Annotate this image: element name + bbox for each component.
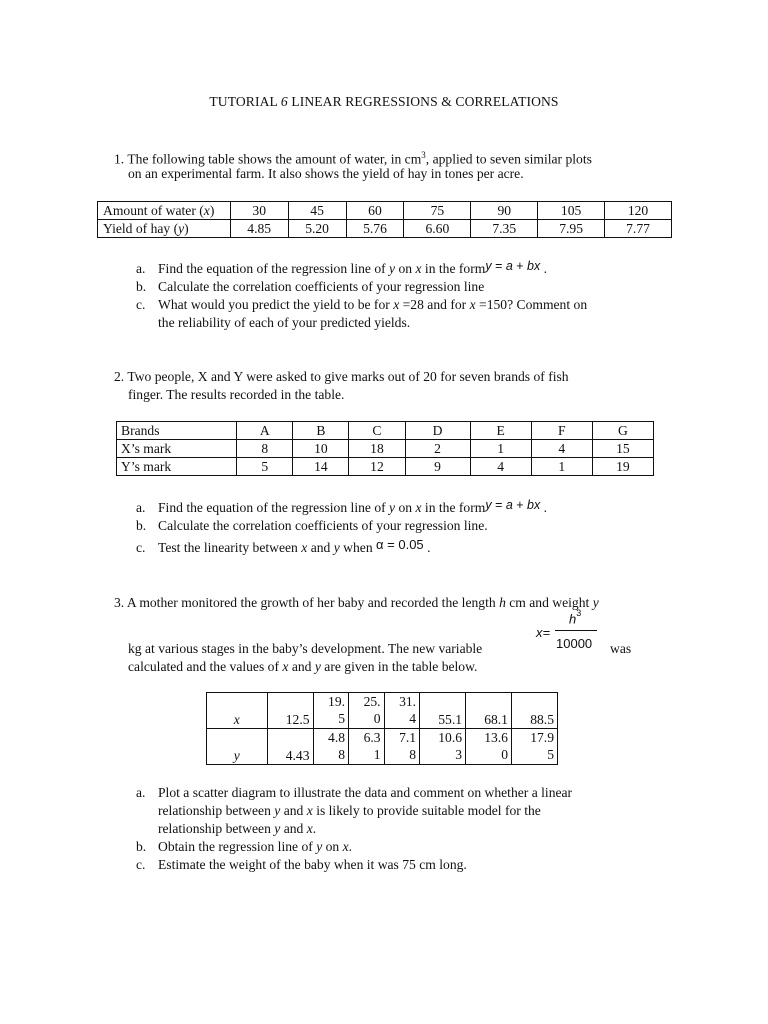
table-cell: 30 [230,202,288,220]
table-cell: 68.1 [466,693,512,729]
q2-item-c: c. Test the linearity between x and y when α = 0.05 . [136,537,431,555]
question-1-line-2: on an experimental farm. It also shows the yield of hay in tones per acre. [128,166,524,181]
table-cell: 8 [237,440,293,458]
row-label: Amount of water (x) [98,202,231,220]
table-cell: 7.1 8 [384,729,420,765]
table-cell: 75 [404,202,471,220]
table-cell: 1 [531,458,592,476]
table-cell: 120 [605,202,672,220]
table-cell: A [237,422,293,440]
q1-item-b: b. Calculate the correlation coefficients of your regression line [136,279,485,294]
q3-item-b: b. Obtain the regression line of y on x. [136,839,353,854]
q2-item-a: a. Find the equation of the regression line of y on x in the formy = a + bx . [136,498,548,515]
table-cell: 17.9 5 [511,729,557,765]
question-2-line-2: finger. The results recorded in the table. [128,387,345,402]
q1-item-c: c. What would you predict the yield to be for x =28 and for x =150? Comment on [136,297,588,312]
table-row [207,693,558,729]
table-cell: E [470,422,531,440]
length-weight-table [206,692,558,765]
table-cell: 4 [531,440,592,458]
row-label: X’s mark [117,440,237,458]
x-definition-formula: x= $h^3$ 10000 [536,610,616,656]
table-cell: 45 [288,202,346,220]
q2-item-b: b. Calculate the correlation coefficients of your regression line. [136,518,488,533]
table-cell: 4.8 8 [313,729,349,765]
row-label: x [207,693,268,729]
table-cell: 5.20 [288,220,346,238]
table-cell: 4.43 [267,729,313,765]
page-title: TUTORIAL 6 LINEAR REGRESSIONS & CORRELATIONS [209,94,559,109]
table-cell: 6.60 [404,220,471,238]
table-row [98,220,672,238]
row-label: Brands [117,422,237,440]
table-cell: 2 [405,440,470,458]
question-1-line-1: 1. The following table shows the amount of water, in $cm^3$, applied to seven similar plots [114,150,592,167]
question-3-line-3: calculated and the values of x and y are given in the table below. [128,659,478,674]
question-3-line-2-end: was [610,641,632,656]
table-cell: 25. 0 [349,693,385,729]
fraction-bar [555,630,597,631]
table-cell: 1 [470,440,531,458]
table-cell: 5 [237,458,293,476]
table-cell: 19 [592,458,653,476]
q1-item-a: a. Find the equation of the regression line of y on x in the formy = a + bx . [136,259,548,276]
table-cell: 13.6 0 [466,729,512,765]
table-row [117,440,654,458]
question-3-line-1: 3. A mother monitored the growth of her baby and recorded the length h cm and weight y [114,595,599,610]
table-cell: 6.3 1 [349,729,385,765]
table-cell: 4.85 [230,220,288,238]
table-cell: 105 [538,202,605,220]
table-row [117,458,654,476]
table-row [117,422,654,440]
table-cell: 4 [470,458,531,476]
q3-item-a-cont-1: relationship between y and x is likely to provide suitable model for the [158,803,541,818]
table-row [98,202,672,220]
q3-item-c: c. Estimate the weight of the baby when it was 75 cm long. [136,857,467,872]
table-cell: G [592,422,653,440]
table-cell: 5.76 [346,220,404,238]
question-3-line-2: kg at various stages in the baby’s development. The new variable [128,641,483,656]
table-cell: 31. 4 [384,693,420,729]
table-cell: D [405,422,470,440]
table-cell: F [531,422,592,440]
table-cell: 90 [471,202,538,220]
table-cell: 15 [592,440,653,458]
table-cell: 55.1 [420,693,466,729]
q1-item-c-cont: the reliability of each of your predicted yields. [158,315,411,330]
table-cell: 60 [346,202,404,220]
table-cell: 7.95 [538,220,605,238]
table-cell: 19. 5 [313,693,349,729]
table-cell: 88.5 [511,693,557,729]
table-cell: 10 [293,440,349,458]
table-cell: 10.6 3 [420,729,466,765]
table-cell: 7.77 [605,220,672,238]
table-cell: 9 [405,458,470,476]
table-cell: 14 [293,458,349,476]
row-label: Yield of hay (y) [98,220,231,238]
table-cell: 18 [349,440,405,458]
table-cell: 12.5 [267,693,313,729]
row-label: Y’s mark [117,458,237,476]
row-label: y [207,729,268,765]
table-cell: B [293,422,349,440]
brands-marks-table [116,421,654,476]
table-cell: 7.35 [471,220,538,238]
water-yield-table [97,201,672,238]
q3-item-a-cont-2: relationship between y and x. [158,821,317,836]
table-row [207,729,558,765]
table-cell: 12 [349,458,405,476]
table-cell: C [349,422,405,440]
q3-item-a: a. Plot a scatter diagram to illustrate the data and comment on whether a linear [136,785,573,800]
question-2-line-1: 2. Two people, X and Y were asked to give marks out of 20 for seven brands of fish [114,369,569,384]
